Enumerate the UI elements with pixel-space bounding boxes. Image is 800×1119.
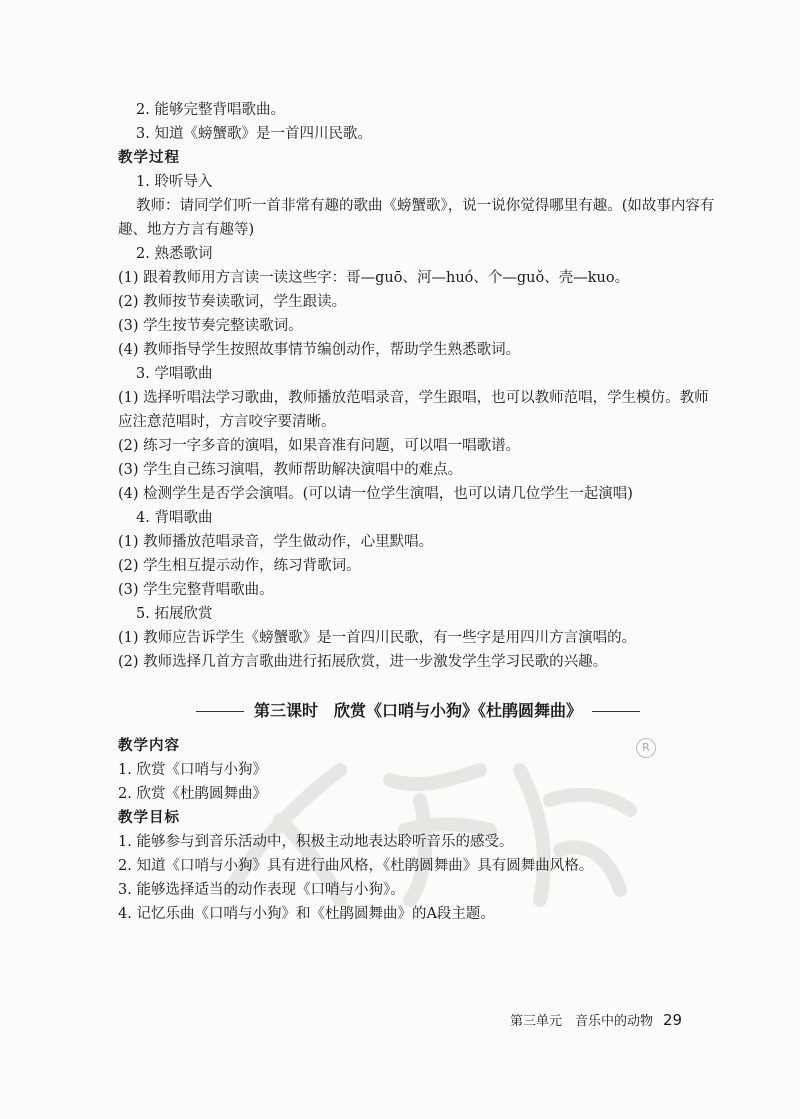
step-title: 5. 拓展欣赏 xyxy=(136,606,213,622)
list-item: (2) 学生相互提示动作，练习背歌词。 xyxy=(118,558,361,574)
lesson-title-text: 第三课时 欣赏《口哨与小狗》《杜鹃圆舞曲》 xyxy=(253,701,582,720)
list-item: (2) 教师按节奏读歌词，学生跟读。 xyxy=(118,294,347,310)
list-item: (2) 教师选择几首方言歌曲进行拓展欣赏，进一步激发学生学习民歌的兴趣。 xyxy=(118,654,608,670)
list-item: (1) 选择听唱法学习歌曲，教师播放范唱录音，学生跟唱，也可以教师范唱，学生模仿。教师应注意范唱时，方言咬字要清晰。 xyxy=(118,390,709,430)
section-heading-content: 教学内容 xyxy=(118,737,180,754)
step-title: 1. 聆听导入 xyxy=(136,174,213,190)
step-title: 3. 学唱歌曲 xyxy=(136,366,213,382)
title-rule-right xyxy=(592,711,640,712)
list-item: (2) 练习一字多音的演唱，如果音准有问题，可以唱一唱歌谱。 xyxy=(118,438,521,454)
section-heading-goals: 教学目标 xyxy=(118,809,180,826)
list-item: (1) 教师播放范唱录音，学生做动作，心里默唱。 xyxy=(118,534,434,550)
list-item: (3) 学生按节奏完整读歌词。 xyxy=(118,318,303,334)
registered-mark-icon: R xyxy=(636,738,656,758)
list-item: 2. 欣赏《杜鹃圆舞曲》 xyxy=(118,786,267,802)
list-item: 3. 能够选择适当的动作表现《口哨与小狗》。 xyxy=(118,882,405,898)
list-item: (1) 教师应告诉学生《螃蟹歌》是一首四川民歌，有一些字是用四川方言演唱的。 xyxy=(118,630,637,646)
list-item: (3) 学生完整背唱歌曲。 xyxy=(118,582,274,598)
list-item: 2. 知道《口哨与小狗》具有进行曲风格，《杜鹃圆舞曲》具有圆舞曲风格。 xyxy=(118,858,594,874)
list-item: 1. 能够参与到音乐活动中，积极主动地表达聆听音乐的感受。 xyxy=(118,834,514,850)
objective-item: 3. 知道《螃蟹歌》是一首四川民歌。 xyxy=(136,126,372,142)
page-number: 29 xyxy=(663,1011,683,1029)
step-title: 4. 背唱歌曲 xyxy=(136,510,213,526)
list-item: (4) 教师指导学生按照故事情节编创动作，帮助学生熟悉歌词。 xyxy=(118,342,521,358)
content-body xyxy=(118,98,718,926)
list-item: (4) 检测学生是否学会演唱。(可以请一位学生演唱，也可以请几位学生一起演唱) xyxy=(118,486,633,502)
list-item: (3) 学生自己练习演唱，教师帮助解决演唱中的难点。 xyxy=(118,462,463,478)
page-footer xyxy=(510,1010,730,1032)
list-item: (1) 跟着教师用方言读一读这些字：哥—guō、河—huó、个—guǒ、壳—kuo。 xyxy=(118,270,630,286)
title-rule-left xyxy=(196,711,244,712)
lesson-title xyxy=(118,694,718,728)
step-paragraph: 教师：请同学们听一首非常有趣的歌曲《螃蟹歌》，说一说你觉得哪里有趣。(如故事内容有趣、地方方言有趣等) xyxy=(118,198,715,238)
section-heading-process: 教学过程 xyxy=(118,149,180,166)
list-item: 4. 记忆乐曲《口哨与小狗》和《杜鹃圆舞曲》的A段主题。 xyxy=(118,906,495,922)
objective-item: 2. 能够完整背唱歌曲。 xyxy=(136,102,285,118)
list-item: 1. 欣赏《口哨与小狗》 xyxy=(118,762,267,778)
step-title: 2. 熟悉歌词 xyxy=(136,246,213,262)
footer-unit-title: 第三单元 音乐中的动物 xyxy=(510,1014,654,1029)
